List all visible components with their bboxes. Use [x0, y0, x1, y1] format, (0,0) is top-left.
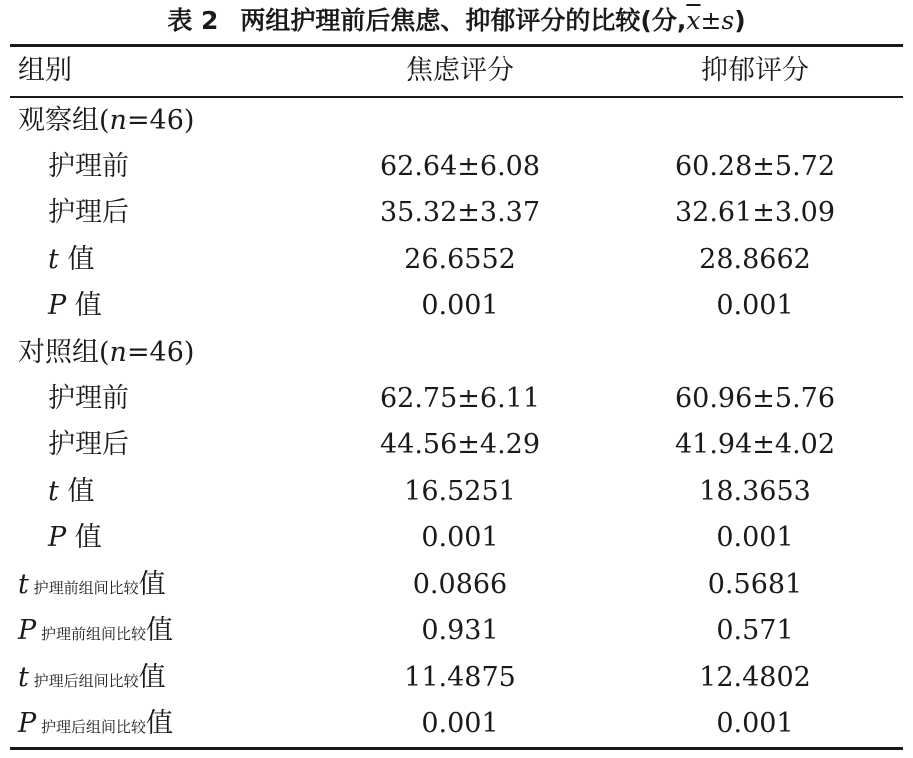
header-anxiety: 焦虑评分 — [406, 55, 514, 86]
row-label — [18, 701, 173, 750]
anxiety-cell: 0.001 — [421, 290, 499, 321]
anxiety-cell: 26.6552 — [404, 244, 516, 275]
stat-subscript: 护理前组间比较 — [36, 625, 146, 643]
table-row — [10, 330, 903, 376]
depression-cell: 0.001 — [716, 522, 794, 553]
table-title: 两组护理前后焦虑、抑郁评分的比较(分, — [240, 6, 687, 35]
anxiety-cell: 62.64±6.08 — [379, 151, 541, 182]
row-label — [48, 237, 94, 283]
stat-var: P — [48, 290, 67, 321]
stat-subscript: 护理后组间比较 — [28, 672, 139, 690]
anxiety-cell: 0.001 — [421, 708, 499, 739]
table-row — [10, 422, 903, 468]
depression-cell: 28.8662 — [699, 244, 811, 275]
stat-suffix: 值 — [145, 708, 173, 739]
sample-size-var: n — [109, 105, 127, 136]
depression-cell: 18.3653 — [699, 476, 811, 507]
group-name: 对照组( — [18, 337, 110, 368]
caption-mean-symbol: $\overline{x}$ — [686, 6, 701, 35]
table-row — [10, 655, 903, 701]
anxiety-cell: 0.001 — [421, 522, 499, 553]
row-label — [48, 283, 102, 329]
depression-cell: 0.001 — [716, 290, 794, 321]
table-bottom-rule — [10, 747, 903, 750]
anxiety-cell: 16.5251 — [404, 476, 516, 507]
anxiety-cell: 0.0866 — [412, 569, 508, 600]
anxiety-cell: 11.4875 — [404, 662, 516, 693]
row-label — [18, 98, 194, 144]
table-row — [10, 562, 903, 608]
stat-var: t — [48, 476, 59, 507]
table-caption — [0, 4, 913, 38]
stat-suffix: 值 — [58, 476, 95, 507]
stat-subscript: 护理前组间比较 — [28, 579, 139, 597]
group-name: 观察组( — [18, 105, 110, 136]
row-label — [18, 608, 173, 657]
depression-cell: 41.94±4.02 — [674, 429, 836, 460]
row-label: 护理后 — [48, 429, 129, 460]
table-row — [10, 469, 903, 515]
sample-size-value: =46) — [126, 337, 195, 368]
row-label: 护理后 — [48, 197, 129, 228]
stat-suffix: 值 — [138, 569, 166, 600]
row-label — [18, 330, 194, 376]
caption-close: ) — [734, 6, 746, 35]
sample-size-value: =46) — [126, 105, 195, 136]
table-header-row — [10, 48, 903, 94]
stat-var: P — [48, 522, 67, 553]
anxiety-cell: 44.56±4.29 — [379, 429, 541, 460]
table-row — [10, 283, 903, 329]
row-label — [18, 562, 166, 611]
sample-size-var: n — [109, 337, 127, 368]
table-top-rule — [10, 44, 903, 47]
stat-var: t — [18, 569, 29, 600]
table-row — [10, 98, 903, 144]
table-row — [10, 701, 903, 747]
anxiety-cell: 62.75±6.11 — [379, 383, 541, 414]
stat-suffix: 值 — [66, 522, 102, 553]
stat-var: t — [48, 244, 59, 275]
depression-cell: 60.28±5.72 — [674, 151, 836, 182]
stat-var: P — [18, 615, 37, 646]
stat-suffix: 值 — [66, 290, 102, 321]
stat-suffix: 值 — [58, 244, 95, 275]
anxiety-cell: 35.32±3.37 — [379, 197, 541, 228]
table-row — [10, 144, 903, 190]
stat-suffix: 值 — [138, 662, 166, 693]
row-label — [18, 655, 166, 704]
row-label: 护理前 — [48, 151, 129, 182]
table-row — [10, 237, 903, 283]
table-row — [10, 608, 903, 654]
table-row — [10, 190, 903, 236]
caption-sd-symbol: ±s — [700, 6, 735, 35]
table-row — [10, 376, 903, 422]
table-number: 表 2 — [167, 6, 219, 35]
depression-cell: 12.4802 — [699, 662, 811, 693]
header-group: 组别 — [18, 55, 72, 86]
stat-suffix: 值 — [145, 615, 173, 646]
stat-subscript: 护理后组间比较 — [36, 718, 146, 736]
depression-cell: 0.001 — [716, 708, 794, 739]
stat-var: P — [18, 708, 37, 739]
anxiety-cell: 0.931 — [421, 615, 499, 646]
row-label — [48, 469, 94, 515]
stat-var: t — [18, 662, 29, 693]
depression-cell: 0.571 — [716, 615, 794, 646]
table-row — [10, 515, 903, 561]
row-label: 护理前 — [48, 383, 129, 414]
depression-cell: 32.61±3.09 — [674, 197, 836, 228]
depression-cell: 60.96±5.76 — [674, 383, 836, 414]
header-depression: 抑郁评分 — [701, 55, 809, 86]
depression-cell: 0.5681 — [707, 569, 803, 600]
row-label — [48, 515, 102, 561]
